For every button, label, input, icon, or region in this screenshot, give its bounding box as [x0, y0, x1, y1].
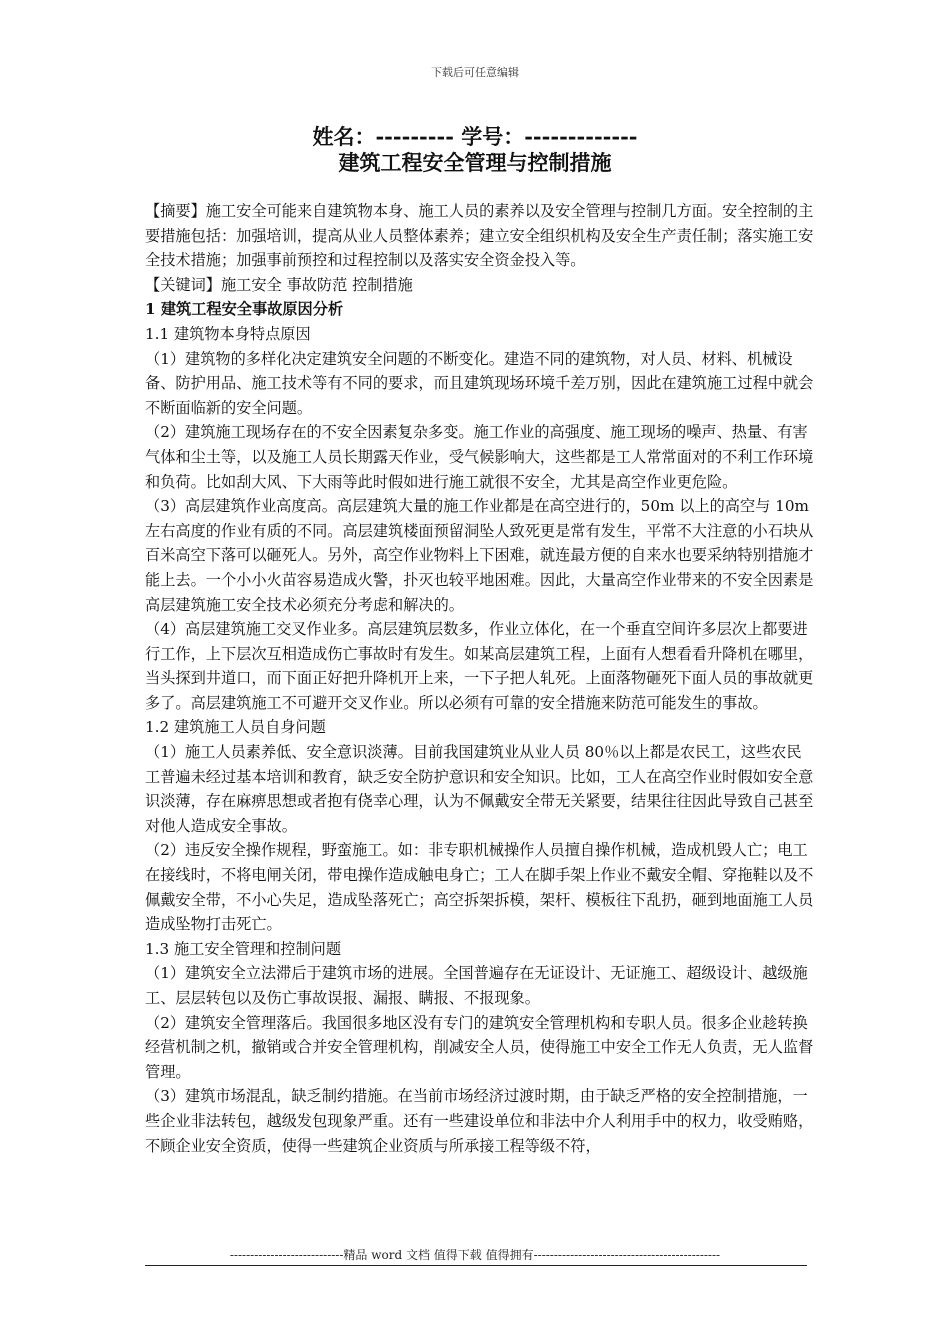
section-heading: 1 建筑工程安全事故原因分析	[145, 300, 344, 319]
footer-text: ----------------------------精品 word 文档 值得下载 值得拥有----------------------------------------------	[229, 1248, 721, 1262]
subsection-heading: 1.3 施工安全管理和控制问题	[145, 939, 342, 958]
header-note: 下载后可任意编辑	[431, 66, 519, 79]
document-title	[0, 124, 950, 176]
abstract: 【摘要】施工安全可能来自建筑物本身、施工人员的素养以及安全管理与控制几方面。安全控制的主要措施包括：加强培训，提高从业人员整体素养；建立安全组织机构及安全生产责任制；落实施工安全技术措施；加强事前预控和过程控制以及落实安全资金投入等。	[145, 202, 814, 270]
paper-title: 建筑工程安全管理与控制措施	[338, 150, 612, 175]
paragraph: （3）建筑市场混乱，缺乏制约措施。在当前市场经济过渡时期，由于缺乏严格的安全控制措施，一些企业非法转包，越级发包现象严重。还有一些建设单位和非法中介人利用手中的权力，收受贿赂，不顾企业安全资质，使得一些建筑企业资质与所承接工程等级不符，	[145, 1087, 814, 1155]
document-body	[145, 199, 815, 1158]
paragraph: （2）违反安全操作规程，野蛮施工。如：非专职机械操作人员擅自操作机械，造成机毁人亡；电工在接线时，不将电闸关闭，带电操作造成触电身亡；工人在脚手架上作业不戴安全帽、穿拖鞋以及不佩戴安全带，不小心失足，造成坠落死亡；高空拆架拆模，架杆、模板往下乱扔，砸到地面施工人员造成坠物打击死亡。	[145, 841, 814, 934]
subsection-heading: 1.1 建筑物本身特点原因	[145, 324, 311, 343]
footer-divider	[145, 1265, 807, 1266]
paragraph: （2）建筑安全管理落后。我国很多地区没有专门的建筑安全管理机构和专职人员。很多企业趁转换经营机制之机，撤销或合并安全管理机构，削减安全人员，使得施工中安全工作无人负责，无人监督管理。	[145, 1013, 814, 1081]
paragraph: （2）建筑施工现场存在的不安全因素复杂多变。施工作业的高强度、施工现场的噪声、热量、有害气体和尘土等，以及施工人员长期露天作业，受气候影响大，这些都是工人常常面对的不利工作环境和负荷。比如刮大风、下大雨等此时假如进行施工就很不安全，尤其是高空作业更危险。	[145, 423, 814, 491]
paragraph: （4）高层建筑施工交叉作业多。高层建筑层数多，作业立体化，在一个垂直空间许多层次上都要进行工作，上下层次互相造成伤亡事故时有发生。如某高层建筑工程，上面有人想看看升降机在哪里，当头探到井道口，而下面正好把升降机开上来，一下子把人轧死。上面落物砸死下面人员的事故就更多了。高层建筑施工不可避开交叉作业。所以必须有可靠的安全措施来防范可能发生的事故。	[145, 620, 814, 712]
paragraph: （1）建筑物的多样化决定建筑安全问题的不断变化。建造不同的建筑物，对人员、材料、机械设备、防护用品、施工技术等有不同的要求，而且建筑现场环境千差万别，因此在建筑施工过程中就会不断面临新的安全问题。	[145, 349, 814, 417]
paragraph: （3）高层建筑作业高度高。高层建筑大量的施工作业都是在高空进行的，50m 以上的高空与 10m 左右高度的作业有质的不同。高层建筑楼面预留洞坠人致死更是常有发生，平常不大注意的小石块从百米高空下落可以砸死人。另外，高空作业物料上下困难，就连最方便的自来水也要采纳特别措施才能上去。一个小小火苗容易造成火警，扑灭也较平地困难。因此，大量高空作业带来的不安全因素是高层建筑施工安全技术必须充分考虑和解决的。	[145, 497, 814, 614]
subsection-heading: 1.2 建筑施工人员自身问题	[145, 718, 326, 737]
paragraph: （1）施工人员素养低、安全意识淡薄。目前我国建筑业从业人员 80％以上都是农民工，这些农民工普遍未经过基本培训和教育，缺乏安全防护意识和安全知识。比如，工人在高空作业时假如安全意识淡薄，存在麻痹思想或者抱有侥幸心理，认为不佩戴安全带无关紧要，结果往往因此导致自己甚至对他人造成安全事故。	[145, 743, 814, 835]
keywords: 【关键词】施工安全 事故防范 控制措施	[145, 275, 413, 294]
author-line: 姓名：--------- 学号：-------------	[312, 124, 638, 149]
paragraph: （1）建筑安全立法滞后于建筑市场的进展。全国普遍存在无证设计、无证施工、超级设计、越级施工、层层转包以及伤亡事故误报、漏报、瞒报、不报现象。	[145, 964, 808, 1007]
